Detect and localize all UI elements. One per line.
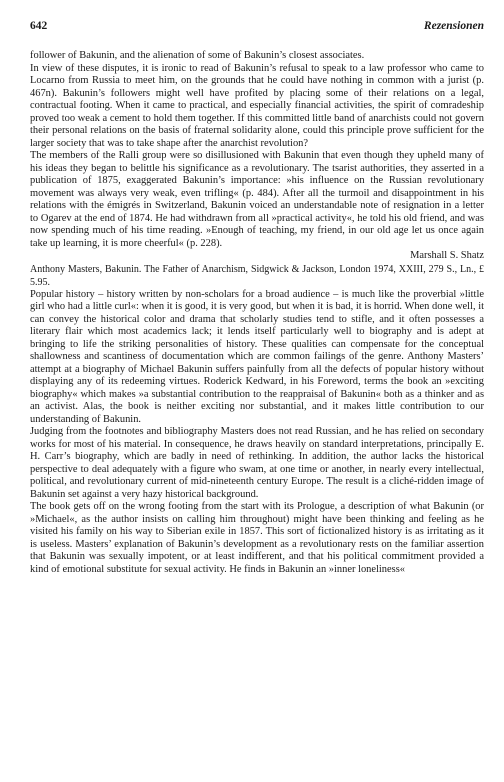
running-title: Rezensionen — [423, 20, 484, 32]
paragraph: The book gets off on the wrong footing from the start with its Prologue, a description of what Bakunin (or »Michael«, as the author insists on calling him throughout) might have been thinking and feeling as he visited his family on his way to Siberian exile in 1857. This sort of fictionalized history is as irritating as it is useless. Masters’ explanation of Bakunin’s development as a revolutionary rests on the familiar assertion that Bakunin was sexually impotent, or at least indifferent, and that his political commitment provided a kind of emotional substitute for sexual activity. He finds in Bakunin an »inner loneliness« — [30, 501, 484, 575]
page-body — [30, 50, 484, 576]
paragraph: In view of these disputes, it is ironic to read of Bakunin’s refusal to speak to a law professor who came to Locarno from Russia to meet him, on the grounds that he could have nothing in common with a jurist (p. 467n). Bakunin’s followers might well have profited by placing some of their relations on a legal, contractual footing. When it came to practical, and especially financial activities, the spirit of comradeship proved too weak a cement to hold them together. If this committed little band of anarchists could not govern their personal relations on the basis of fraternal solidarity alone, could this principle prove sufficient for the larger society that was to take shape after the anarchist revolution? — [30, 62, 484, 149]
paragraph: follower of Bakunin, and the alienation of some of Bakunin’s closest associates. — [30, 50, 365, 61]
paragraph: Judging from the footnotes and bibliography Masters does not read Russian, and he has relied on secondary works for most of his material. In consequence, he draws heavily on standard interpretations, principally E. H. Carr’s biography, which are badly in need of rethinking. In addition, the author lacks the historical perspective to deal adequately with a figure who swam, at one time or another, in nearly every intellectual, political, and revolutionary current of mid-nineteenth century Europe. The result is a cliché-ridden image of Bakunin set against a very hazy historical background. — [30, 426, 484, 500]
paragraph: Popular history – history written by non-scholars for a broad audience – is much like the proverbial »little girl who had a little curl«: when it is good, it is very good, but when it is bad, it is horrid. When done well, it can convey the historical color and drama that scholarly studies tend to stifle, and it often possesses a literary flair which most academics lack; it lends itself particularly well to biography and is adept at bringing to life the striking personalities of history. These qualities can compensate for the conceptual shallowness and scantiness of documentation which are common failings of the genre. Anthony Masters’ attempt at a biography of Michael Bakunin suffers painfully from all the defects of popular history without displaying any of its redeeming virtues. Roderick Kedward, in his Foreword, terms the book an »exciting biography« which makes »a substantial contribution to the reappraisal of Bakunin« both as a thinker and as an activist. Alas, the book is neither exciting nor substantial, and it makes little contribution to our understanding of Bakunin. — [30, 288, 484, 425]
page-number: 642 — [30, 20, 48, 32]
paragraph: The members of the Ralli group were so disillusioned with Bakunin that even though they upheld many of his ideas they began to belittle his significance as a revolutionary. The tsarist authorities, they asserted in a publication of 1875, exaggerated Bakunin’s importance: »his influence on the Russian revolutionary movement was always very weak, even trifling« (p. 484). After all the turmoil and disappointment in his relations with the émigrés in Switzerland, Bakunin voiced an understandable note of resignation in a letter to Ogarev at the end of 1874. He had withdrawn from all »practical activity«, he told his old friend, and was now spending much of his time reading. »Enough of teaching, my friend, in our old age let us once again take up learning, it is more cheerful« (p. 228). — [30, 150, 484, 249]
reviewer-signature: Marshall S. Shatz — [410, 250, 484, 261]
book-citation: Anthony Masters, Bakunin. The Father of Anarchism, Sidgwick & Jackson, London 1974, XXIII, 279 S., Ln., £ 5.95. — [30, 263, 484, 288]
page-header — [30, 20, 484, 36]
review-shatz — [30, 50, 484, 263]
review-masters — [30, 263, 484, 577]
